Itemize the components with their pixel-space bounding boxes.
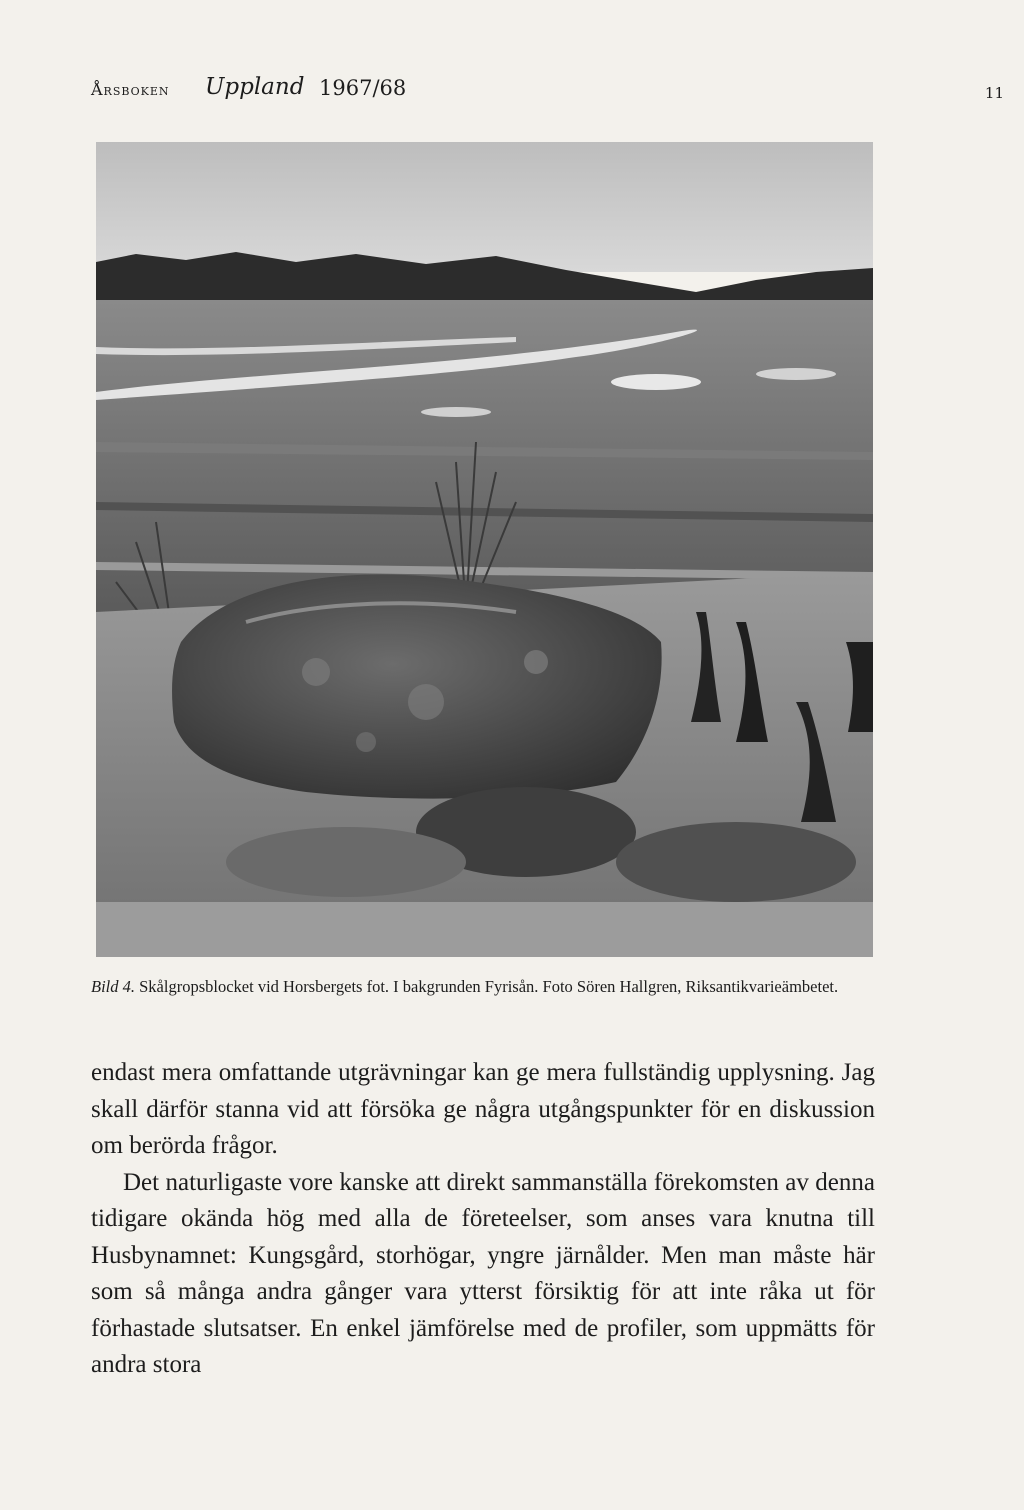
journal-name: Årsboken <box>91 80 170 99</box>
caption-label: Bild 4. <box>91 977 135 996</box>
paragraph: endast mera omfattande utgrävningar kan ge mera fullständig upplysning. Jag skall därför stanna vid att försöka ge några utgångspunkter för en diskussion om berörda frågor. <box>91 1059 875 1159</box>
page-number: 11 <box>984 84 1004 102</box>
journal-year: 1967/68 <box>319 76 407 100</box>
landscape-photo <box>96 142 873 957</box>
journal-title: Uppland <box>205 74 305 100</box>
photo-caption <box>91 976 875 997</box>
paragraph: Det naturligaste vore kanske att direkt sammanställa förekomsten av denna tidigare okända hög med alla de företeelser, som anses vara knutna till Husbynamnet: Kungsgård, storhögar, yngre järnålder. Men man måste här som så många andra gånger vara ytterst försiktig för att inte råka ut för förhastade slutsatser. En enkel jämförelse med de profiler, som uppmätts för andra stora <box>91 1168 875 1378</box>
caption-text: Skålgropsblocket vid Horsbergets fot. I bakgrunden Fyrisån. Foto Sören Hallgren, Riksantikvarieämbetet. <box>139 977 839 996</box>
landscape-photo-boulder-icon <box>96 142 873 957</box>
running-header <box>91 74 1004 110</box>
body-text <box>91 1055 875 1384</box>
